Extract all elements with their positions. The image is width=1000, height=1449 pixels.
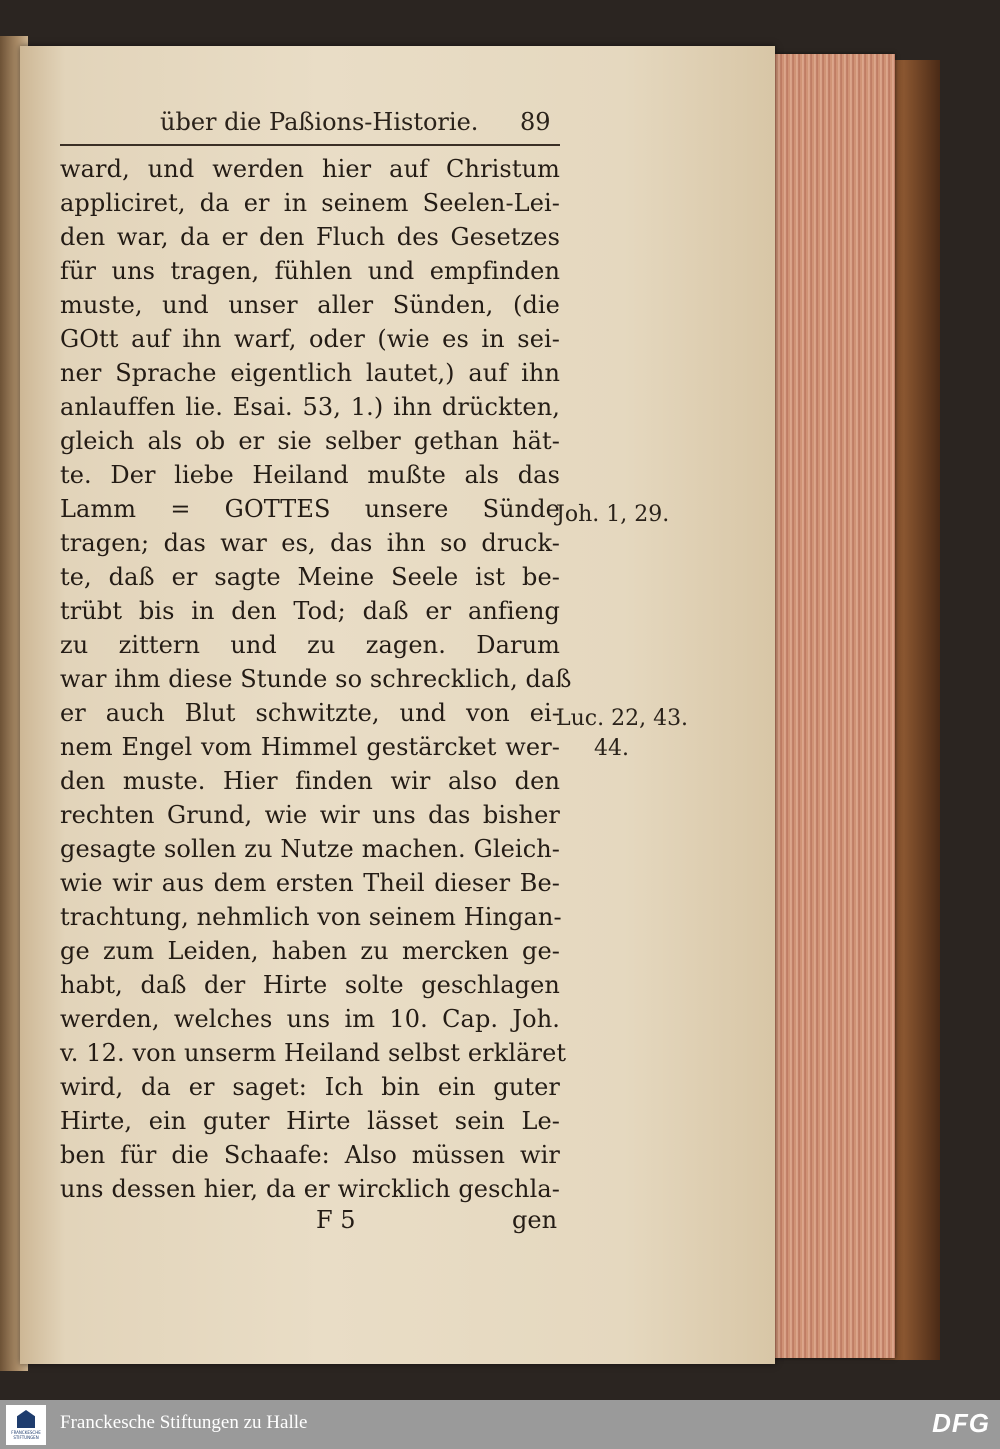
text-line: v. 12. von unserm Heiland selbst erkläret [60, 1039, 567, 1067]
margin-note-luc: Luc. 22, 43. [556, 706, 689, 731]
text-line: ner Sprache eigentlich lautet,) auf ihn [60, 359, 560, 387]
text-line: tragen; das war es, das ihn so druck- [60, 529, 560, 557]
text-line: te. Der liebe Heiland mußte als das [60, 461, 560, 489]
text-line: nem Engel vom Himmel gestärcket wer- [60, 733, 560, 761]
text-line: er auch Blut schwitzte, und von ei- [60, 699, 560, 727]
building-icon [17, 1410, 35, 1428]
page-number: 89 [520, 108, 551, 136]
text-line: uns dessen hier, da er wircklich geschla- [60, 1175, 560, 1203]
text-line: wird, da er saget: Ich bin ein guter [60, 1073, 560, 1101]
text-line: habt, daß der Hirte solte geschlagen [60, 971, 560, 999]
page-fore-edge [765, 54, 895, 1358]
text-line: wie wir aus dem ersten Theil dieser Be- [60, 869, 560, 897]
running-head [160, 108, 560, 144]
running-title: über die Paßions-Historie. [160, 108, 479, 136]
text-line: ge zum Leiden, haben zu mercken ge- [60, 937, 560, 965]
text-line: gleich als ob er sie selber gethan hät- [60, 427, 560, 455]
footer-banner [0, 1400, 1000, 1449]
header-rule [60, 144, 560, 146]
text-line: muste, und unser aller Sünden, (die [60, 291, 560, 319]
text-line: ben für die Schaafe: Also müssen wir [60, 1141, 560, 1169]
text-line: rechten Grund, wie wir uns das bisher [60, 801, 560, 829]
text-line: zu zittern und zu zagen. Darum [60, 631, 560, 659]
institution-name[interactable]: Franckesche Stiftungen zu Halle [60, 1412, 308, 1433]
text-line: war ihm diese Stunde so schrecklich, daß [60, 665, 572, 693]
signature-mark: F 5 [316, 1206, 356, 1234]
francke-logo[interactable] [6, 1405, 46, 1445]
logo-caption: FRANCKESCHE STIFTUNGEN [11, 1430, 41, 1440]
text-line: anlauffen lie. Esai. 53, 1.) ihn drückten, [60, 393, 560, 421]
text-line: werden, welches uns im 10. Cap. Joh. [60, 1005, 560, 1033]
text-line: Lamm = GOTTES unsere Sünde [60, 495, 560, 523]
text-line: trübt bis in den Tod; daß er anfieng [60, 597, 560, 625]
text-line: den war, da er den Fluch des Gesetzes [60, 223, 560, 251]
text-line: für uns tragen, fühlen und empfinden [60, 257, 560, 285]
text-line: den muste. Hier finden wir also den [60, 767, 560, 795]
text-line: trachtung, nehmlich von seinem Hingan- [60, 903, 562, 931]
dfg-logo[interactable]: DFG [932, 1408, 990, 1438]
margin-note-luc-cont: 44. [594, 736, 629, 761]
text-line: Hirte, ein guter Hirte lässet sein Le- [60, 1107, 560, 1135]
text-line: te, daß er sagte Meine Seele ist be- [60, 563, 560, 591]
text-line: gesagte sollen zu Nutze machen. Gleich- [60, 835, 560, 863]
text-line: ward, und werden hier auf Christum [60, 155, 560, 183]
margin-note-joh: Joh. 1, 29. [556, 502, 670, 527]
text-line: GOtt auf ihn warf, oder (wie es in sei- [60, 325, 560, 353]
text-line: appliciret, da er in seinem Seelen-Lei- [60, 189, 560, 217]
catchword: gen [512, 1206, 558, 1234]
